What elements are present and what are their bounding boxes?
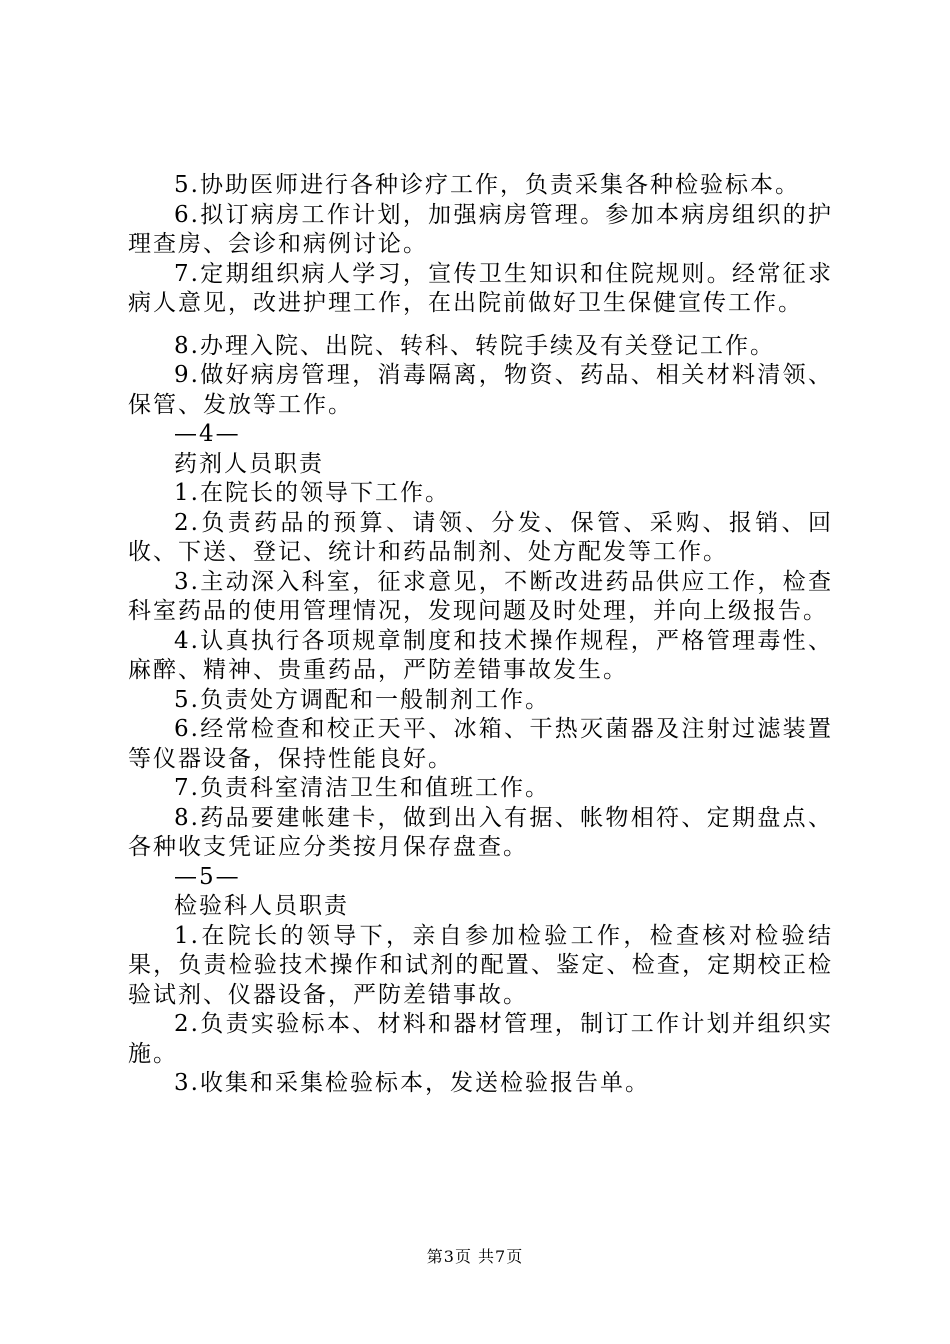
paragraph: 3.主动深入科室，征求意见，不断改进药品供应工作，检查科室药品的使用管理情况，发现问题及时处理，并向上级报告。 [128, 568, 833, 624]
section-heading: 药剂人员职责 [174, 450, 324, 477]
paragraph: 5.负责处方调配和一般制剂工作。 [174, 686, 550, 713]
paragraph: 1.在院长的领导下，亲自参加检验工作，检查核对检验结果，负责检验技术操作和试剂的配置、鉴定、检查，定期校正检验试剂、仪器设备，严防差错事故。 [128, 922, 833, 1008]
paragraph: 8.药品要建帐建卡，做到出入有据、帐物相符、定期盘点、各种收支凭证应分类按月保存盘查。 [128, 804, 833, 860]
section-heading: 检验科人员职责 [174, 893, 349, 919]
paragraph: 7.负责科室清洁卫生和值班工作。 [174, 775, 550, 801]
paragraph: 7.定期组织病人学习，宣传卫生知识和住院规则。经常征求病人意见，改进护理工作，在出院前做好卫生保健宣传工作。 [128, 260, 833, 316]
page-marker: —4— [174, 421, 241, 447]
paragraph: 6.经常检查和校正天平、冰箱、干热灭菌器及注射过滤装置等仪器设备，保持性能良好。 [128, 716, 833, 772]
paragraph: 1.在院长的领导下工作。 [174, 480, 450, 506]
page-marker: —5— [174, 863, 241, 890]
page-footer: 第3页 共7页 [426, 1247, 524, 1266]
paragraph: 6.拟订病房工作计划，加强病房管理。参加本病房组织的护理查房、会诊和病例讨论。 [128, 201, 833, 257]
paragraph: 2.负责实验标本、材料和器材管理，制订工作计划并组织实施。 [128, 1011, 833, 1067]
paragraph: 2.负责药品的预算、请领、分发、保管、采购、报销、回收、下送、登记、统计和药品制剂、处方配发等工作。 [128, 509, 833, 565]
paragraph: 8.办理入院、出院、转科、转院手续及有关登记工作。 [174, 332, 775, 359]
paragraph: 9.做好病房管理，消毒隔离，物资、药品、相关材料清领、保管、发放等工作。 [128, 362, 833, 418]
document-body [128, 171, 833, 1099]
paragraph: 3.收集和采集检验标本，发送检验报告单。 [174, 1070, 650, 1096]
paragraph: 5.协助医师进行各种诊疗工作，负责采集各种检验标本。 [174, 172, 800, 198]
paragraph: 4.认真执行各项规章制度和技术操作规程，严格管理毒性、麻醉、精神、贵重药品，严防差错事故发生。 [128, 627, 833, 683]
